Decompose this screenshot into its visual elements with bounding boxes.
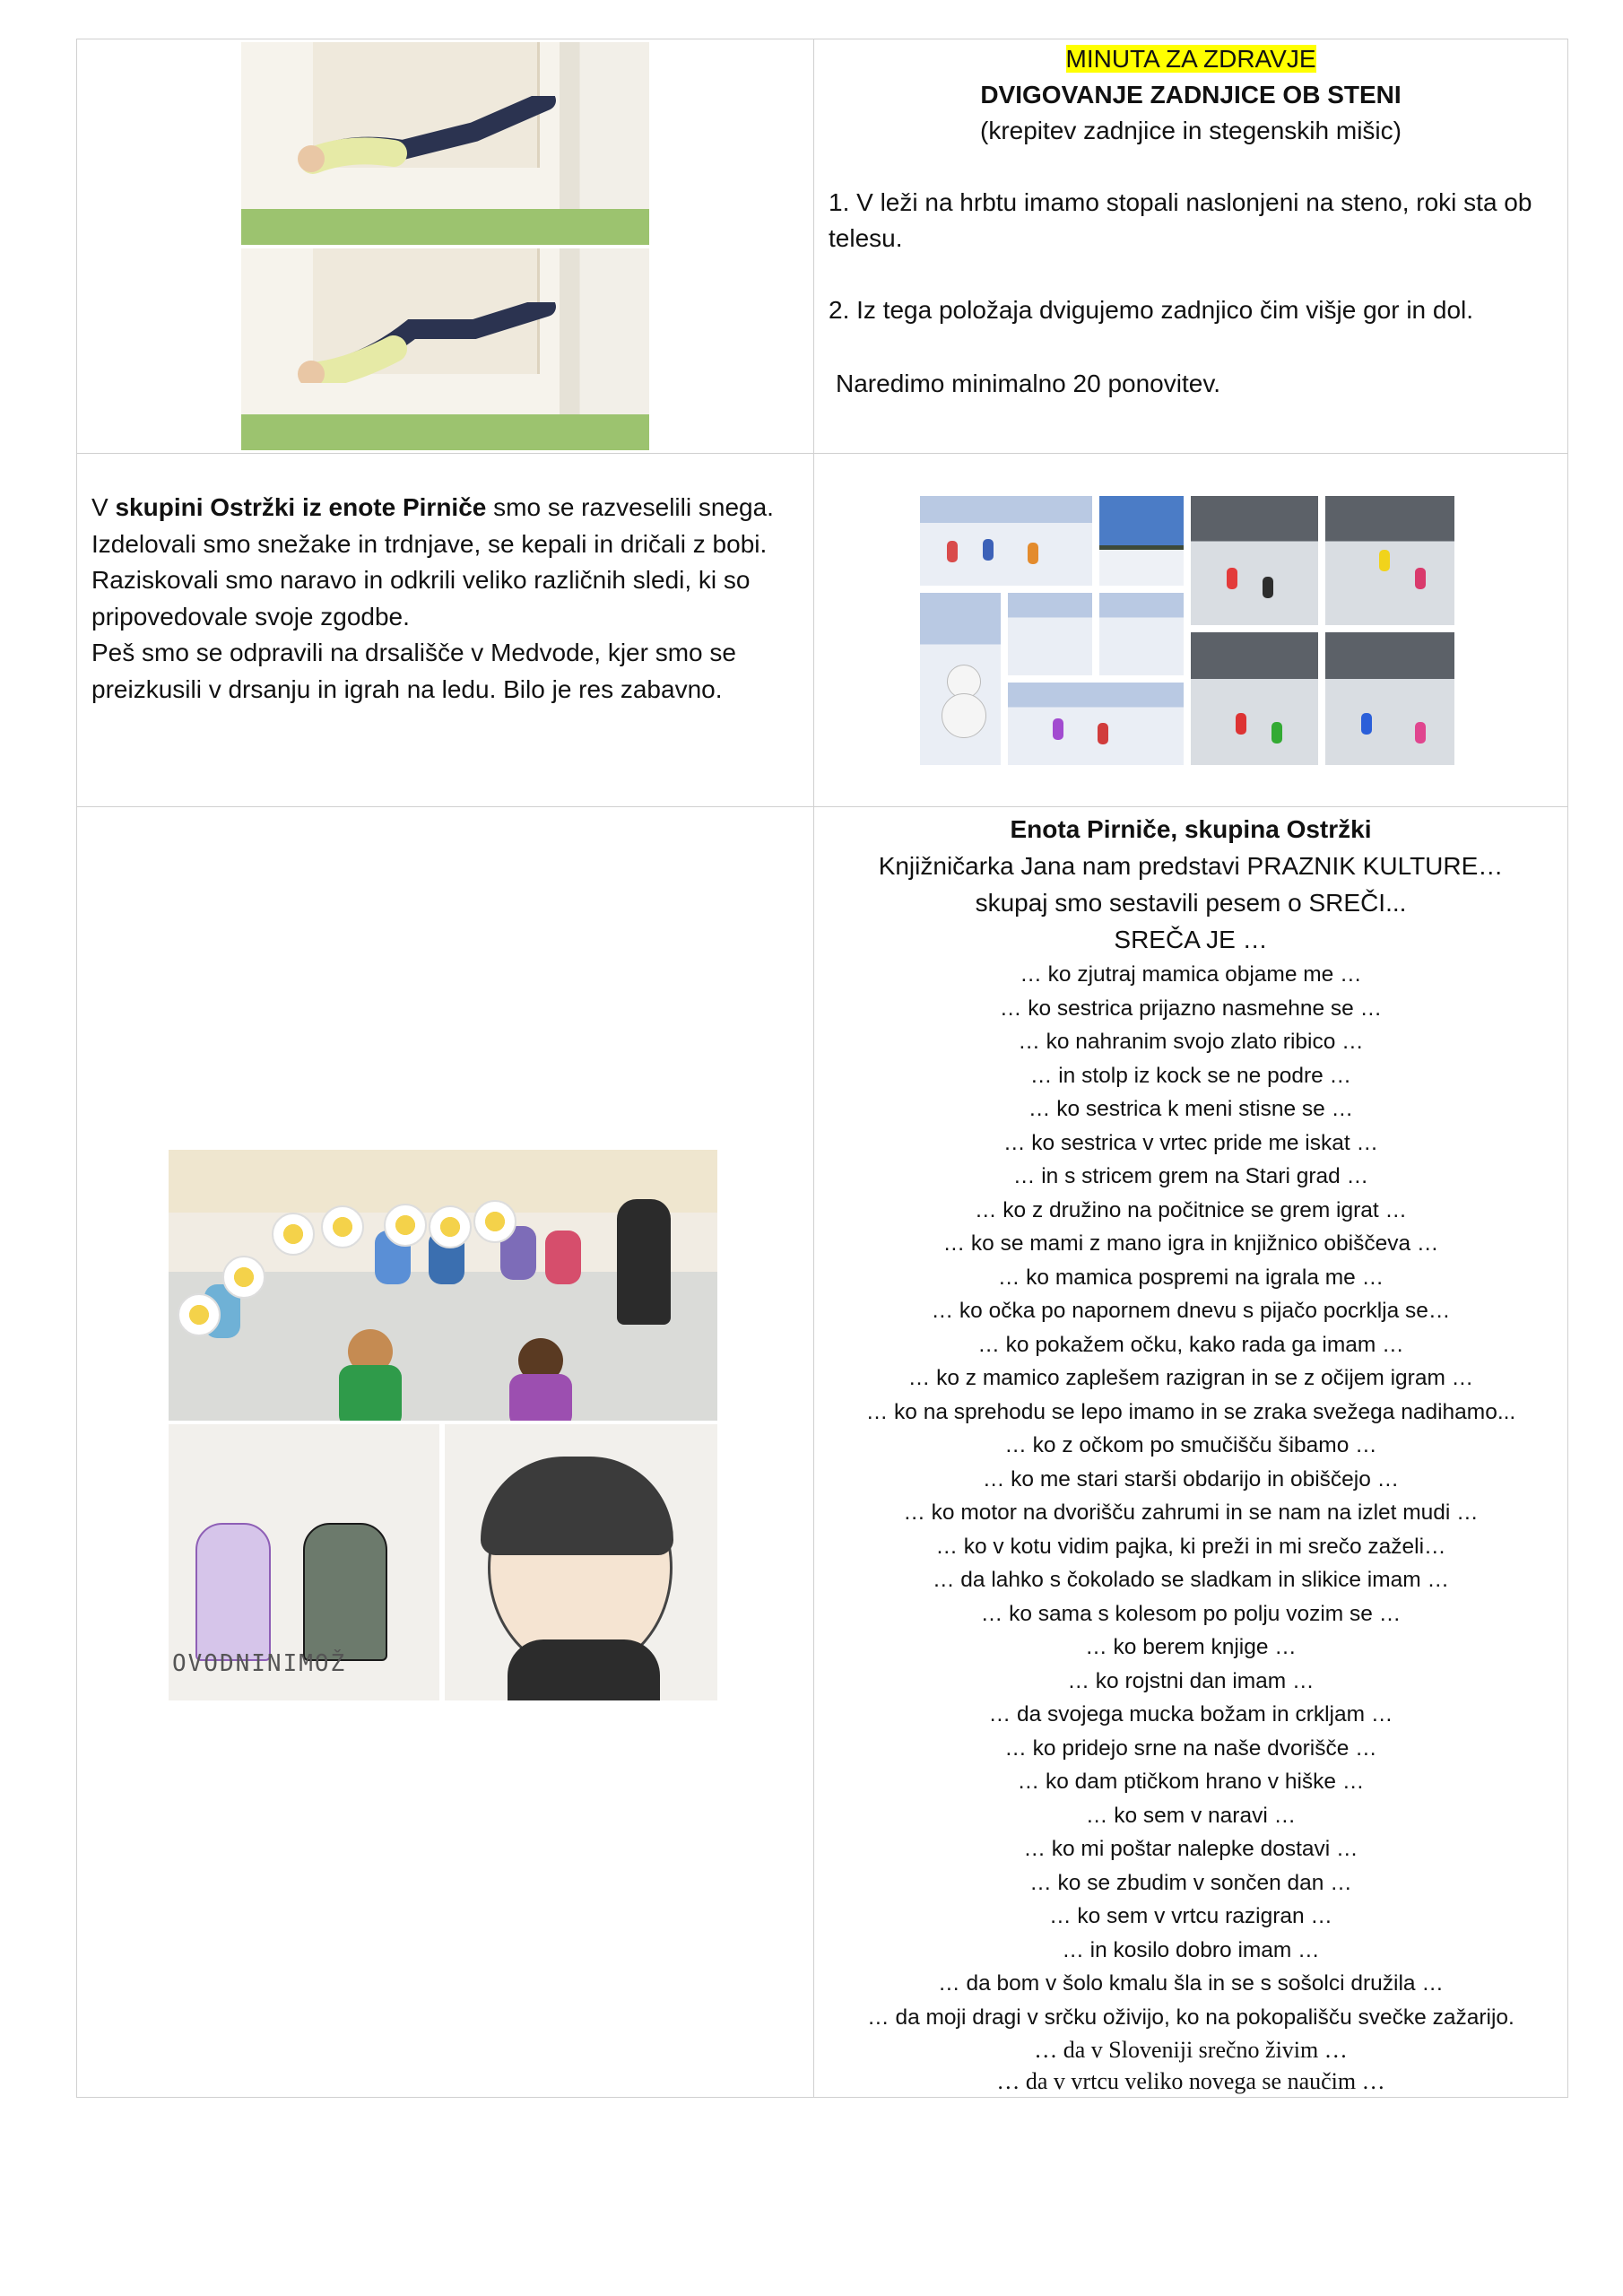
poem-line: … ko me stari starši obdarijo in obiščejo … (982, 1466, 1400, 1492)
poem-line: … ko nahranim svojo zlato ribico … (1018, 1030, 1364, 1054)
poem-line: … ko sestrica v vrtec pride me iskat … (1003, 1130, 1378, 1155)
poem-line: … ko pridejo srne na naše dvorišče … (1004, 1735, 1377, 1761)
drawing-caption: OVODNINIMOŽ (172, 1650, 347, 1677)
library-visit-photo (169, 1150, 717, 1421)
poem-line: … ko sem v naravi … (1085, 1803, 1297, 1828)
exercise-photo-cell (77, 39, 814, 454)
snow-collage-cell (814, 454, 1568, 807)
poem-line: … ko rojstni dan imam … (1067, 1668, 1315, 1693)
collage-photo-tracks (1098, 591, 1185, 677)
poem-line: … da svojega mucka božam in crkljam … (988, 1702, 1393, 1726)
poem-ending-line: … da v vrtcu veliko novega se naučim … (996, 2068, 1385, 2094)
collage-photo-rink-1 (1189, 494, 1320, 627)
poem-ending-line: … da v Sloveniji srečno živim … (1034, 2037, 1348, 2063)
poem-ending (814, 2034, 1567, 2097)
poem-body (814, 958, 1567, 2034)
poem-line: … ko zjutraj mamica objame me … (1020, 962, 1362, 987)
poem-line: … ko sestrica prijazno nasmehne se … (999, 996, 1383, 1021)
culture-line-2: skupaj smo sestavili pesem o SREČI... (975, 889, 1407, 917)
collage-photo-snow-angels (918, 494, 1094, 587)
exercise-photo-start (241, 42, 649, 245)
poem-line: … da lahko s čokolado se sladkam in slikice imam … (933, 1568, 1449, 1592)
collage-photo-winter-sky (1098, 494, 1185, 587)
culture-line-1: Knjižničarka Jana nam predstavi PRAZNIK KULTURE… (878, 852, 1504, 880)
poem-line: … ko mamica pospremi na igrala me … (997, 1265, 1384, 1290)
snow-photo-collage (814, 454, 1568, 806)
poem-line: … ko se mami z mano igra in knjižnico obiščeva … (942, 1231, 1439, 1256)
poem-line: … in s stricem grem na Stari grad … (1012, 1164, 1369, 1188)
poem-line: … ko mi poštar nalepke dostavi … (1023, 1837, 1358, 1861)
snow-story-text: V skupini Ostržki iz enote Pirniče smo se razveselili snega. Izdelovali smo snežake in trdnjave, se kepali in dričali z bobi. Raziskovali smo naravo in odkrili veliko različnih sledi, ki so pripovedovale svoje zgodbe. Peš smo se odpravili na drsališče v Medvode, kjer smo se preizkusili v drsanju in igrah na ledu. Bilo je res zabavno. (91, 493, 774, 703)
poem-line: … da bom v šolo kmalu šla in se s sošolci družila … (938, 1971, 1444, 1996)
culture-photo-cell (77, 807, 814, 2098)
exercise-photo-lift (241, 248, 649, 450)
poem-title: SREČA JE … (1114, 926, 1268, 953)
poem-line: … in stolp iz kock se ne podre … (1029, 1063, 1352, 1088)
collage-photo-kids-snow (1006, 681, 1185, 767)
content-table (76, 39, 1568, 2098)
exercise-note: Naredimo minimalno 20 ponovitev. (836, 370, 1221, 397)
child-drawing-figures (169, 1424, 439, 1700)
poem-line: … ko se zbudim v sončen dan … (1029, 1870, 1352, 1895)
poem-line: … ko z mamico zaplešem razigran in se z očijem igram … (907, 1366, 1474, 1390)
poem-line: … ko pokažem očku, kako rada ga imam … (977, 1332, 1404, 1357)
collage-photo-hill (1006, 591, 1094, 677)
exercise-step-2: 2. Iz tega položaja dvigujemo zadnjico čim višje gor in dol. (829, 296, 1474, 324)
poem-line: … ko v kotu vidim pajka, ki preži in mi srečo zaželi… (935, 1534, 1446, 1559)
collage-photo-rink-4 (1324, 631, 1456, 767)
poem-line: … ko motor na dvorišču zahrumi in se nam na izlet mudi … (903, 1500, 1479, 1525)
poem-line: … ko dam ptičkom hrano v hiške … (1017, 1770, 1365, 1794)
exercise-step-1: 1. V leži na hrbtu imamo stopali naslonjeni na steno, roki sta ob telesu. (829, 188, 1532, 252)
poem-line: … in kosilo dobro imam … (1062, 1937, 1320, 1962)
collage-photo-rink-3 (1189, 631, 1320, 767)
culture-heading: Enota Pirniče, skupina Ostržki (1010, 815, 1372, 843)
poem-cell (814, 807, 1568, 2098)
collage-photo-rink-2 (1324, 494, 1456, 627)
poem-line: … ko sestrica k meni stisne se … (1028, 1097, 1354, 1121)
poem-line: … ko z očkom po smučišču šibamo … (1004, 1433, 1377, 1457)
collage-photo-snowman (918, 591, 1002, 767)
exercise-tag: MINUTA ZA ZDRAVJE (1065, 45, 1316, 73)
poem-line: … da moji dragi v srčku oživijo, ko na pokopališču svečke zažarijo. (867, 2005, 1515, 2030)
poem-line: … ko sem v vrtcu razigran … (1049, 1904, 1332, 1928)
exercise-text-cell (814, 39, 1568, 454)
exercise-title: DVIGOVANJE ZADNJICE OB STENI (980, 81, 1402, 109)
exercise-subtitle: (krepitev zadnjice in stegenskih mišic) (980, 117, 1402, 144)
poem-line: … ko očka po napornem dnevu s pijačo pocrklja se… (931, 1299, 1451, 1323)
snow-story-cell (77, 454, 814, 807)
child-drawing-portrait (445, 1424, 717, 1700)
poem-line: … ko na sprehodu se lepo imamo in se zraka svežega nadihamo... (865, 1399, 1516, 1424)
poem-line: … ko berem knjige … (1085, 1635, 1297, 1659)
poem-line: … ko z družino na počitnice se grem igrat … (974, 1197, 1408, 1222)
group-name: skupini Ostržki iz enote Pirniče (115, 493, 487, 521)
poem-line: … ko sama s kolesom po polju vozim se … (980, 1601, 1402, 1626)
